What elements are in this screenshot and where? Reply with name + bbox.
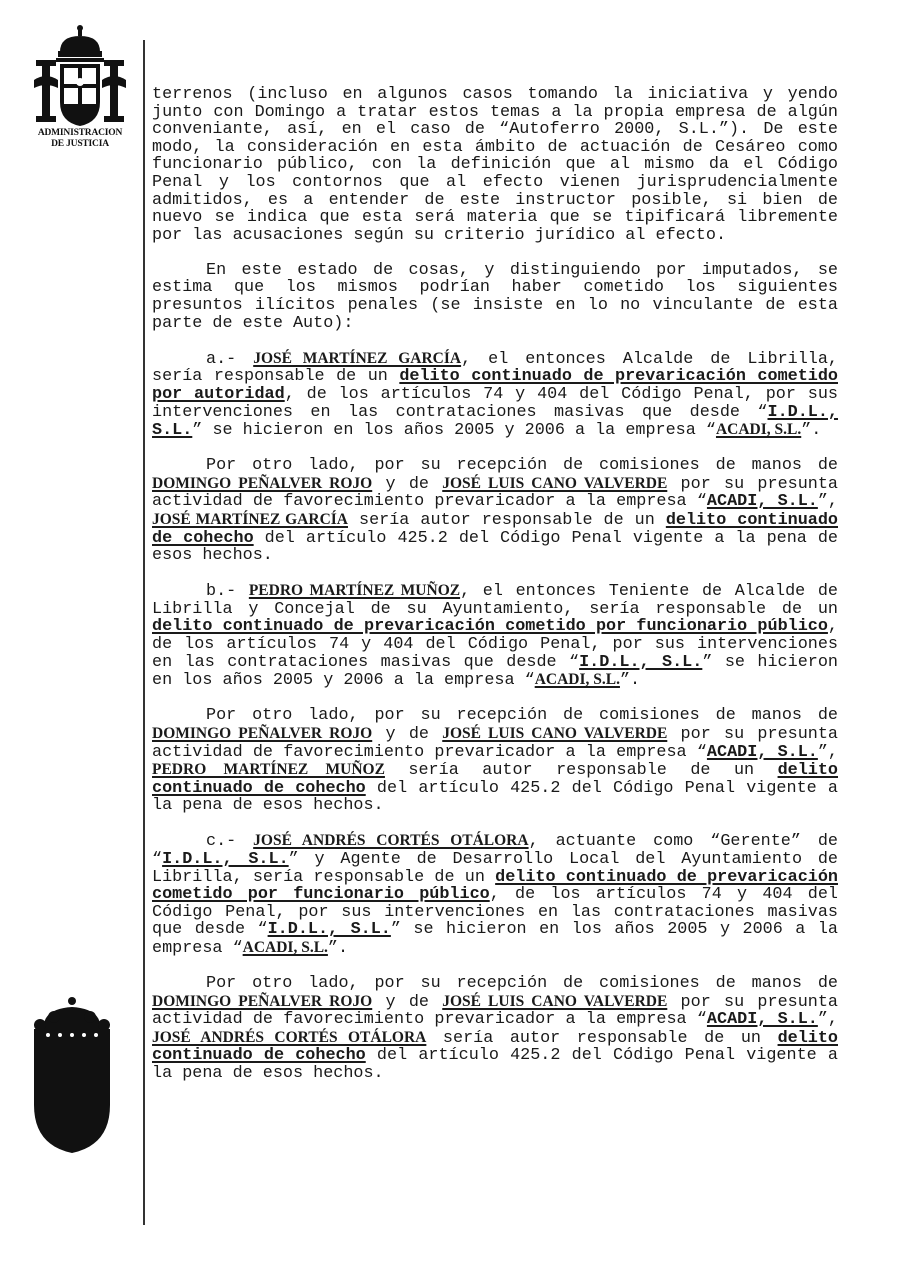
paragraph-c-cohecho [152, 975, 838, 1083]
text: , de los artículos 74 y 404 del Código Penal, por sus intervenciones en las contrataciones masivas que desde “ [152, 617, 838, 672]
person-name: JOSÉ LUIS CANO VALVERDE [442, 724, 668, 742]
defendant-name: JOSÉ ANDRÉS CORTÉS OTÁLORA [152, 1028, 427, 1046]
company-name: ACADI, S.L. [706, 742, 818, 762]
header-logo [28, 22, 132, 150]
text: ” y Agente de Desarrollo Local del Ayuntamiento de Librilla, sería responsable de un [152, 849, 838, 887]
person-name: JOSÉ LUIS CANO VALVERDE [442, 474, 668, 492]
company-name: I.D.L., S.L. [579, 652, 703, 672]
defendant-name: PEDRO MARTÍNEZ MUÑOZ [152, 761, 385, 779]
text: Por otro lado, por su recepción de comisiones de manos de [206, 974, 838, 994]
person-name: DOMINGO PEÑALVER ROJO [152, 724, 373, 742]
paragraph-b [152, 582, 838, 690]
text: ”, [817, 1010, 839, 1030]
text: ”, [817, 742, 839, 762]
crime-label: delito continuado de prevaricación cometido por funcionario público [152, 617, 828, 637]
text: por su presunta actividad de favorecimiento prevaricador a la empresa “ [152, 724, 838, 762]
text: y de [372, 474, 443, 494]
defendant-name: JOSÉ ANDRÉS CORTÉS OTÁLORA [253, 832, 529, 850]
company-name: ACADI, S.L. [242, 938, 328, 956]
text: ”, [817, 492, 839, 512]
crime-label: delito continuado de cohecho [152, 761, 838, 798]
text: ” se hicieron en los años 2005 y 2006 a la empresa “ [152, 920, 838, 958]
text: del artículo 425.2 del Código Penal vigente a la pena de esos hechos. [152, 778, 838, 816]
text: sería autor responsable de un [426, 1028, 778, 1048]
paragraph-b-cohecho [152, 707, 838, 815]
person-name: DOMINGO PEÑALVER ROJO [152, 474, 373, 492]
text: , el entonces Alcalde de Librilla, sería responsable de un [152, 349, 838, 387]
org-name-line2: DE JUSTICIA [51, 139, 109, 149]
margin-rule [143, 40, 145, 1225]
document-body [152, 86, 838, 1083]
text: sería autor responsable de un [384, 761, 778, 781]
company-name: I.D.L., S.L. [152, 402, 838, 441]
paragraph-intro: terrenos (incluso en algunos casos tomando la iniciativa y yendo junto con Domingo a tratar estos temas a la propia empresa de algún conveniante, así, en el caso de “Autoferro 2000, S.L.”). De este modo, la consideración en esta ámbito de actuación de Cesáreo como funcionario público, con la definición que al mismo da el Código Penal y los contornos que al efecto vienen jurisprudencialmente admitidos, es a entender de este instructor posible, si bien de nuevo se indica que esta será materia que se tipificará libremente por las acusaciones según su criterio jurídico al efecto. [152, 85, 838, 245]
text: del artículo 425.2 del Código Penal vigente a la pena de esos hechos. [152, 528, 838, 566]
company-name: I.D.L., S.L. [267, 920, 391, 940]
paragraph-imputados: En este estado de cosas, y distinguiendo por imputados, se estima que los mismos podrían haber cometido los siguientes presuntos ilícitos penales (se insiste en lo no vinculante de esta parte de este Auto): [152, 260, 838, 333]
text: sería autor responsable de un [347, 510, 666, 530]
royal-crest-icon [30, 22, 130, 128]
paragraph-a [152, 350, 838, 440]
text: ”. [327, 938, 349, 958]
person-name: JOSÉ LUIS CANO VALVERDE [442, 992, 668, 1010]
crime-label: delito continuado de cohecho [152, 510, 838, 548]
paragraph-c [152, 832, 838, 957]
text: y de [372, 724, 443, 744]
text: y de [372, 992, 443, 1012]
regional-seal-icon [32, 995, 112, 1155]
org-name-line1: ADMINISTRACION [37, 128, 123, 138]
text: ” se hicieron en los años 2005 y 2006 a la empresa “ [152, 652, 838, 691]
text: b.- [206, 582, 249, 602]
crime-label: delito continuado de prevaricación cometido por funcionario público [152, 867, 838, 905]
defendant-name: JOSÉ MARTÍNEZ GARCÍA [152, 510, 348, 528]
text: , actuante como “Gerente” de “ [152, 832, 838, 869]
defendant-name: PEDRO MARTÍNEZ MUÑOZ [248, 582, 461, 600]
text: ”. [619, 671, 641, 691]
text: Por otro lado, por su recepción de comisiones de manos de [206, 456, 838, 476]
text: por su presunta actividad de favorecimiento prevaricador a la empresa “ [152, 992, 838, 1030]
text: c.- [206, 832, 254, 852]
company-name: I.D.L., S.L. [162, 849, 289, 869]
text: del artículo 425.2 del Código Penal vigente a la pena de esos hechos. [152, 1046, 838, 1083]
seal [32, 995, 112, 1160]
paragraph-a-cohecho [152, 457, 838, 565]
company-name: ACADI, S.L. [715, 421, 802, 439]
crime-label: delito continuado de prevaricación cometido por autoridad [152, 367, 838, 404]
text: Por otro lado, por su recepción de comisiones de manos de [206, 706, 838, 726]
text: , de los artículos 74 y 404 del Código Penal, por sus intervenciones en las contrataciones masivas que desde “ [152, 885, 838, 940]
text: , de los artículos 74 y 404 del Código Penal, por sus intervenciones en las contrataciones masivas que desde “ [152, 384, 838, 422]
person-name: DOMINGO PEÑALVER ROJO [152, 992, 373, 1010]
text: por su presunta actividad de favorecimiento prevaricador a la empresa “ [152, 474, 838, 512]
company-name: ACADI, S.L. [534, 671, 620, 689]
text: a.- [206, 349, 254, 369]
crime-label: delito continuado de cohecho [152, 1028, 838, 1066]
text: ” se hicieron en los años 2005 y 2006 a la empresa “ [192, 421, 716, 441]
company-name: ACADI, S.L. [706, 492, 818, 512]
defendant-name: JOSÉ MARTÍNEZ GARCÍA [253, 349, 462, 367]
text: , el entonces Teniente de Alcalde de Librilla y Concejal de su Ayuntamiento, sería responsable de un [152, 582, 838, 619]
company-name: ACADI, S.L. [706, 1010, 818, 1030]
text: ”. [801, 421, 822, 441]
